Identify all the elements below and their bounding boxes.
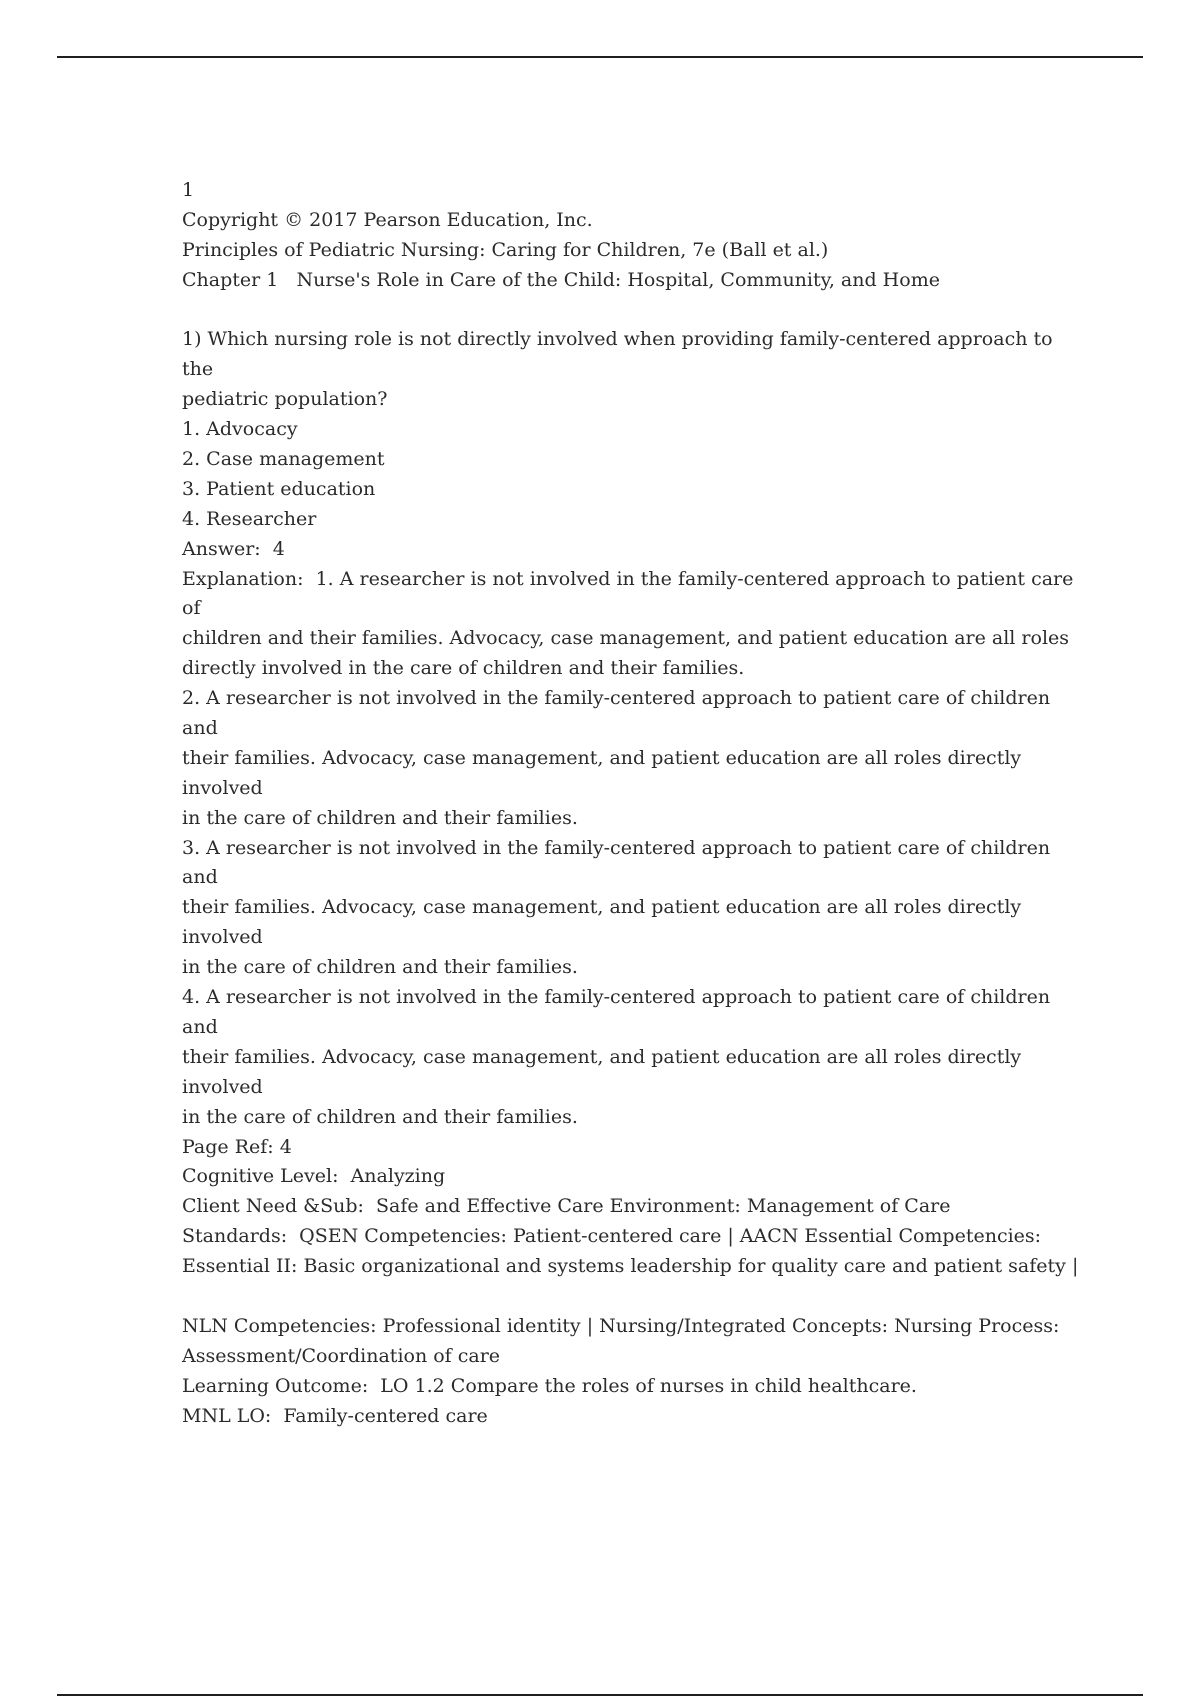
explanation-line: and bbox=[182, 866, 218, 889]
chapter-title: Chapter 1 Nurse's Role in Care of the Child: Hospital, Community, and Home bbox=[182, 268, 940, 291]
learning-outcome: Learning Outcome: LO 1.2 Compare the roles of nurses in child healthcare. bbox=[182, 1374, 917, 1397]
question-stem-line: the bbox=[182, 358, 214, 381]
explanation-line: their families. Advocacy, case management, and patient education are all roles directly bbox=[182, 1045, 1022, 1068]
answer-option: 1. Advocacy bbox=[182, 418, 298, 441]
cognitive-level: Cognitive Level: Analyzing bbox=[182, 1165, 446, 1188]
explanation-line: children and their families. Advocacy, case management, and patient education are all roles bbox=[182, 627, 1070, 650]
explanation-line: involved bbox=[182, 926, 263, 949]
header-rule bbox=[57, 56, 1143, 58]
explanation-line: in the care of children and their families. bbox=[182, 806, 578, 829]
explanation-line: in the care of children and their families. bbox=[182, 956, 578, 979]
footer-rule bbox=[57, 1694, 1143, 1696]
spacer bbox=[182, 296, 1062, 326]
explanation-line: directly involved in the care of children and their families. bbox=[182, 657, 745, 680]
explanation-line: 2. A researcher is not involved in the family-centered approach to patient care of children bbox=[182, 687, 1051, 710]
explanation-line: 4. A researcher is not involved in the family-centered approach to patient care of children bbox=[182, 986, 1051, 1009]
document-page bbox=[182, 176, 1079, 1431]
explanation-line: Explanation: 1. A researcher is not involved in the family-centered approach to patient care bbox=[182, 567, 1074, 590]
answer-option: 2. Case management bbox=[182, 448, 385, 471]
answer-option: 4. Researcher bbox=[182, 507, 317, 530]
page-number: 1 bbox=[182, 179, 195, 201]
book-title: Principles of Pediatric Nursing: Caring for Children, 7e (Ball et al.) bbox=[182, 238, 829, 261]
explanation-line: of bbox=[182, 597, 201, 620]
explanation-line: 3. A researcher is not involved in the family-centered approach to patient care of children bbox=[182, 836, 1051, 859]
standards-line: Essential II: Basic organizational and systems leadership for quality care and patient safety | bbox=[182, 1255, 1079, 1278]
explanation-line: and bbox=[182, 1015, 218, 1038]
answer-option: 3. Patient education bbox=[182, 477, 376, 500]
explanation-line: in the care of children and their families. bbox=[182, 1105, 578, 1128]
explanation-line: their families. Advocacy, case management, and patient education are all roles directly bbox=[182, 896, 1022, 919]
question-stem-line: 1) Which nursing role is not directly involved when providing family-centered approach to bbox=[182, 328, 1053, 351]
answer-key: Answer: 4 bbox=[182, 537, 285, 560]
explanation-line: involved bbox=[182, 1075, 263, 1098]
spacer bbox=[182, 1282, 1062, 1312]
explanation-line: and bbox=[182, 717, 218, 740]
page-ref: Page Ref: 4 bbox=[182, 1135, 292, 1158]
nln-competencies-line: Assessment/Coordination of care bbox=[182, 1344, 501, 1367]
client-need: Client Need &Sub: Safe and Effective Care Environment: Management of Care bbox=[182, 1195, 951, 1218]
standards-line: Standards: QSEN Competencies: Patient-centered care | AACN Essential Competencies: bbox=[182, 1225, 1042, 1248]
explanation-line: involved bbox=[182, 776, 263, 799]
explanation-line: their families. Advocacy, case management, and patient education are all roles directly bbox=[182, 746, 1022, 769]
question-stem-line: pediatric population? bbox=[182, 388, 388, 411]
copyright-line: Copyright © 2017 Pearson Education, Inc. bbox=[182, 208, 593, 231]
mnl-lo: MNL LO: Family-centered care bbox=[182, 1404, 488, 1427]
nln-competencies-line: NLN Competencies: Professional identity | Nursing/Integrated Concepts: Nursing Process: bbox=[182, 1314, 1060, 1337]
